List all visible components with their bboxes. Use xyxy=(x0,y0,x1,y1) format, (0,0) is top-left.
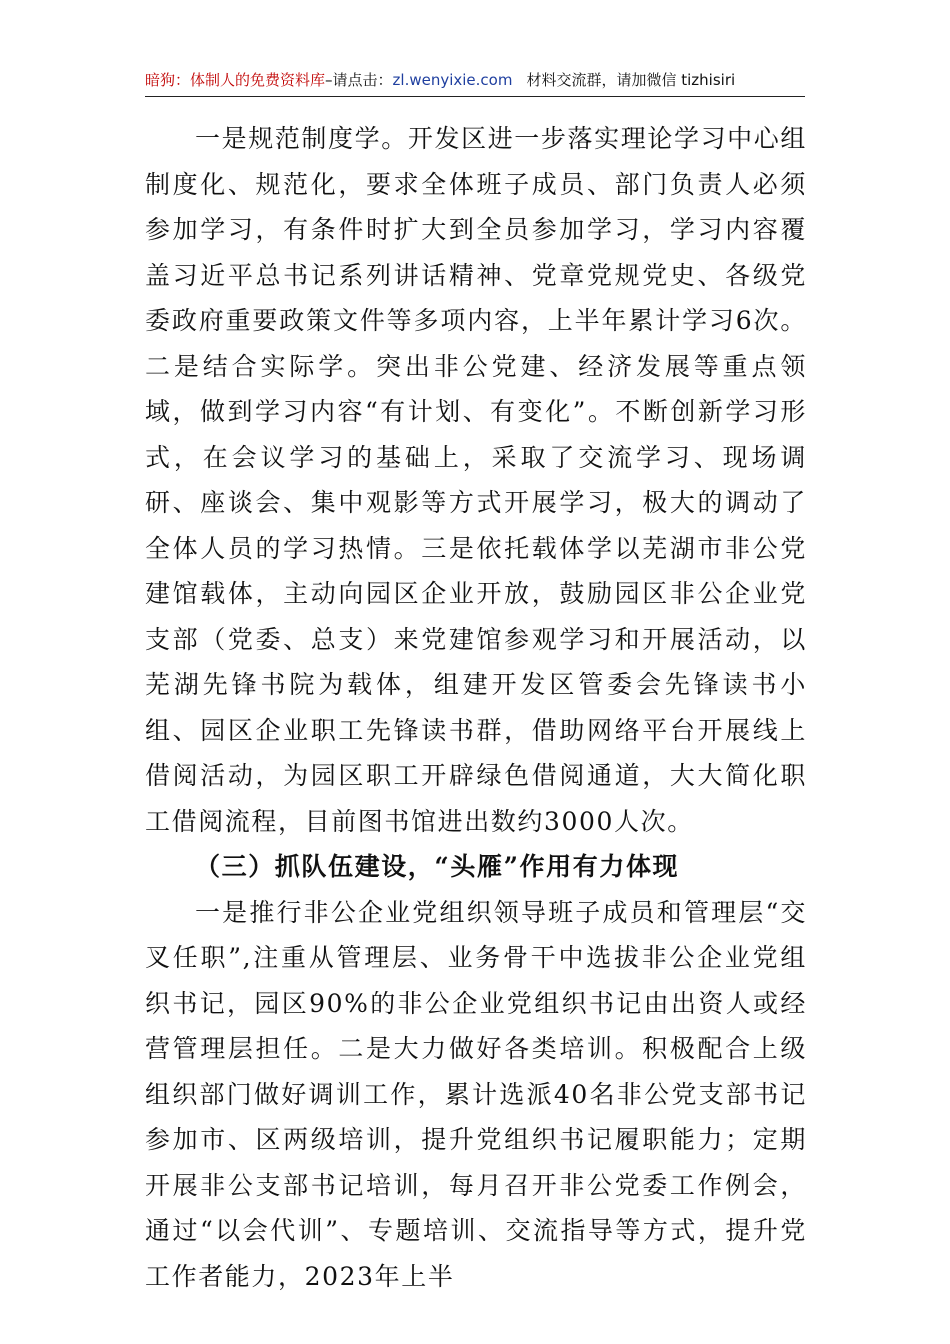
document-body xyxy=(145,116,807,1299)
header-url-link[interactable]: zl.wenyixie.com xyxy=(392,71,513,89)
header-prompt: –请点击： xyxy=(325,71,393,89)
paragraph-study-methods: 一是规范制度学。开发区进一步落实理论学习中心组制度化、规范化，要求全体班子成员、部门负责人必须参加学习，有条件时扩大到全员参加学习，学习内容覆盖习近平总书记系列讲话精神、党章党规党史、各级党委政府重要政策文件等多项内容，上半年累计学习6次。二是结合实际学。突出非公党建、经济发展等重点领域，做到学习内容“有计划、有变化”。不断创新学习形式，在会议学习的基础上，采取了交流学习、现场调研、座谈会、集中观影等方式开展学习，极大的调动了全体人员的学习热情。三是依托载体学以芜湖市非公党建馆载体，主动向园区企业开放，鼓励园区非公企业党支部（党委、总支）来党建馆参观学习和开展活动，以芜湖先锋书院为载体，组建开发区管委会先锋读书小组、园区企业职工先锋读书群，借助网络平台开展线上借阅活动，为园区职工开辟绿色借阅通道，大大简化职工借阅流程，目前图书馆进出数约3000人次。 xyxy=(145,124,807,836)
section-heading-team-building: （三）抓队伍建设，“头雁”作用有力体现 xyxy=(195,852,680,881)
page-header xyxy=(145,68,805,97)
paragraph-team-building: 一是推行非公企业党组织领导班子成员和管理层“交叉任职”,注重从管理层、业务骨干中选拔非公企业党组织书记，园区90%的非公企业党组织书记由出资人或经营管理层担任。二是大力做好各类培训。积极配合上级组织部门做好调训工作，累计选派40名非公党支部书记参加市、区两级培训，提升党组织书记履职能力；定期开展非公支部书记培训，每月召开非公党委工作例会，通过“以会代训”、专题培训、交流指导等方式，提升党工作者能力，2023年上半 xyxy=(145,897,807,1291)
header-wechat-note: 材料交流群，请加微信 tizhisiri xyxy=(526,71,736,89)
header-brand: 暗狗：体制人的免费资料库 xyxy=(145,71,326,89)
